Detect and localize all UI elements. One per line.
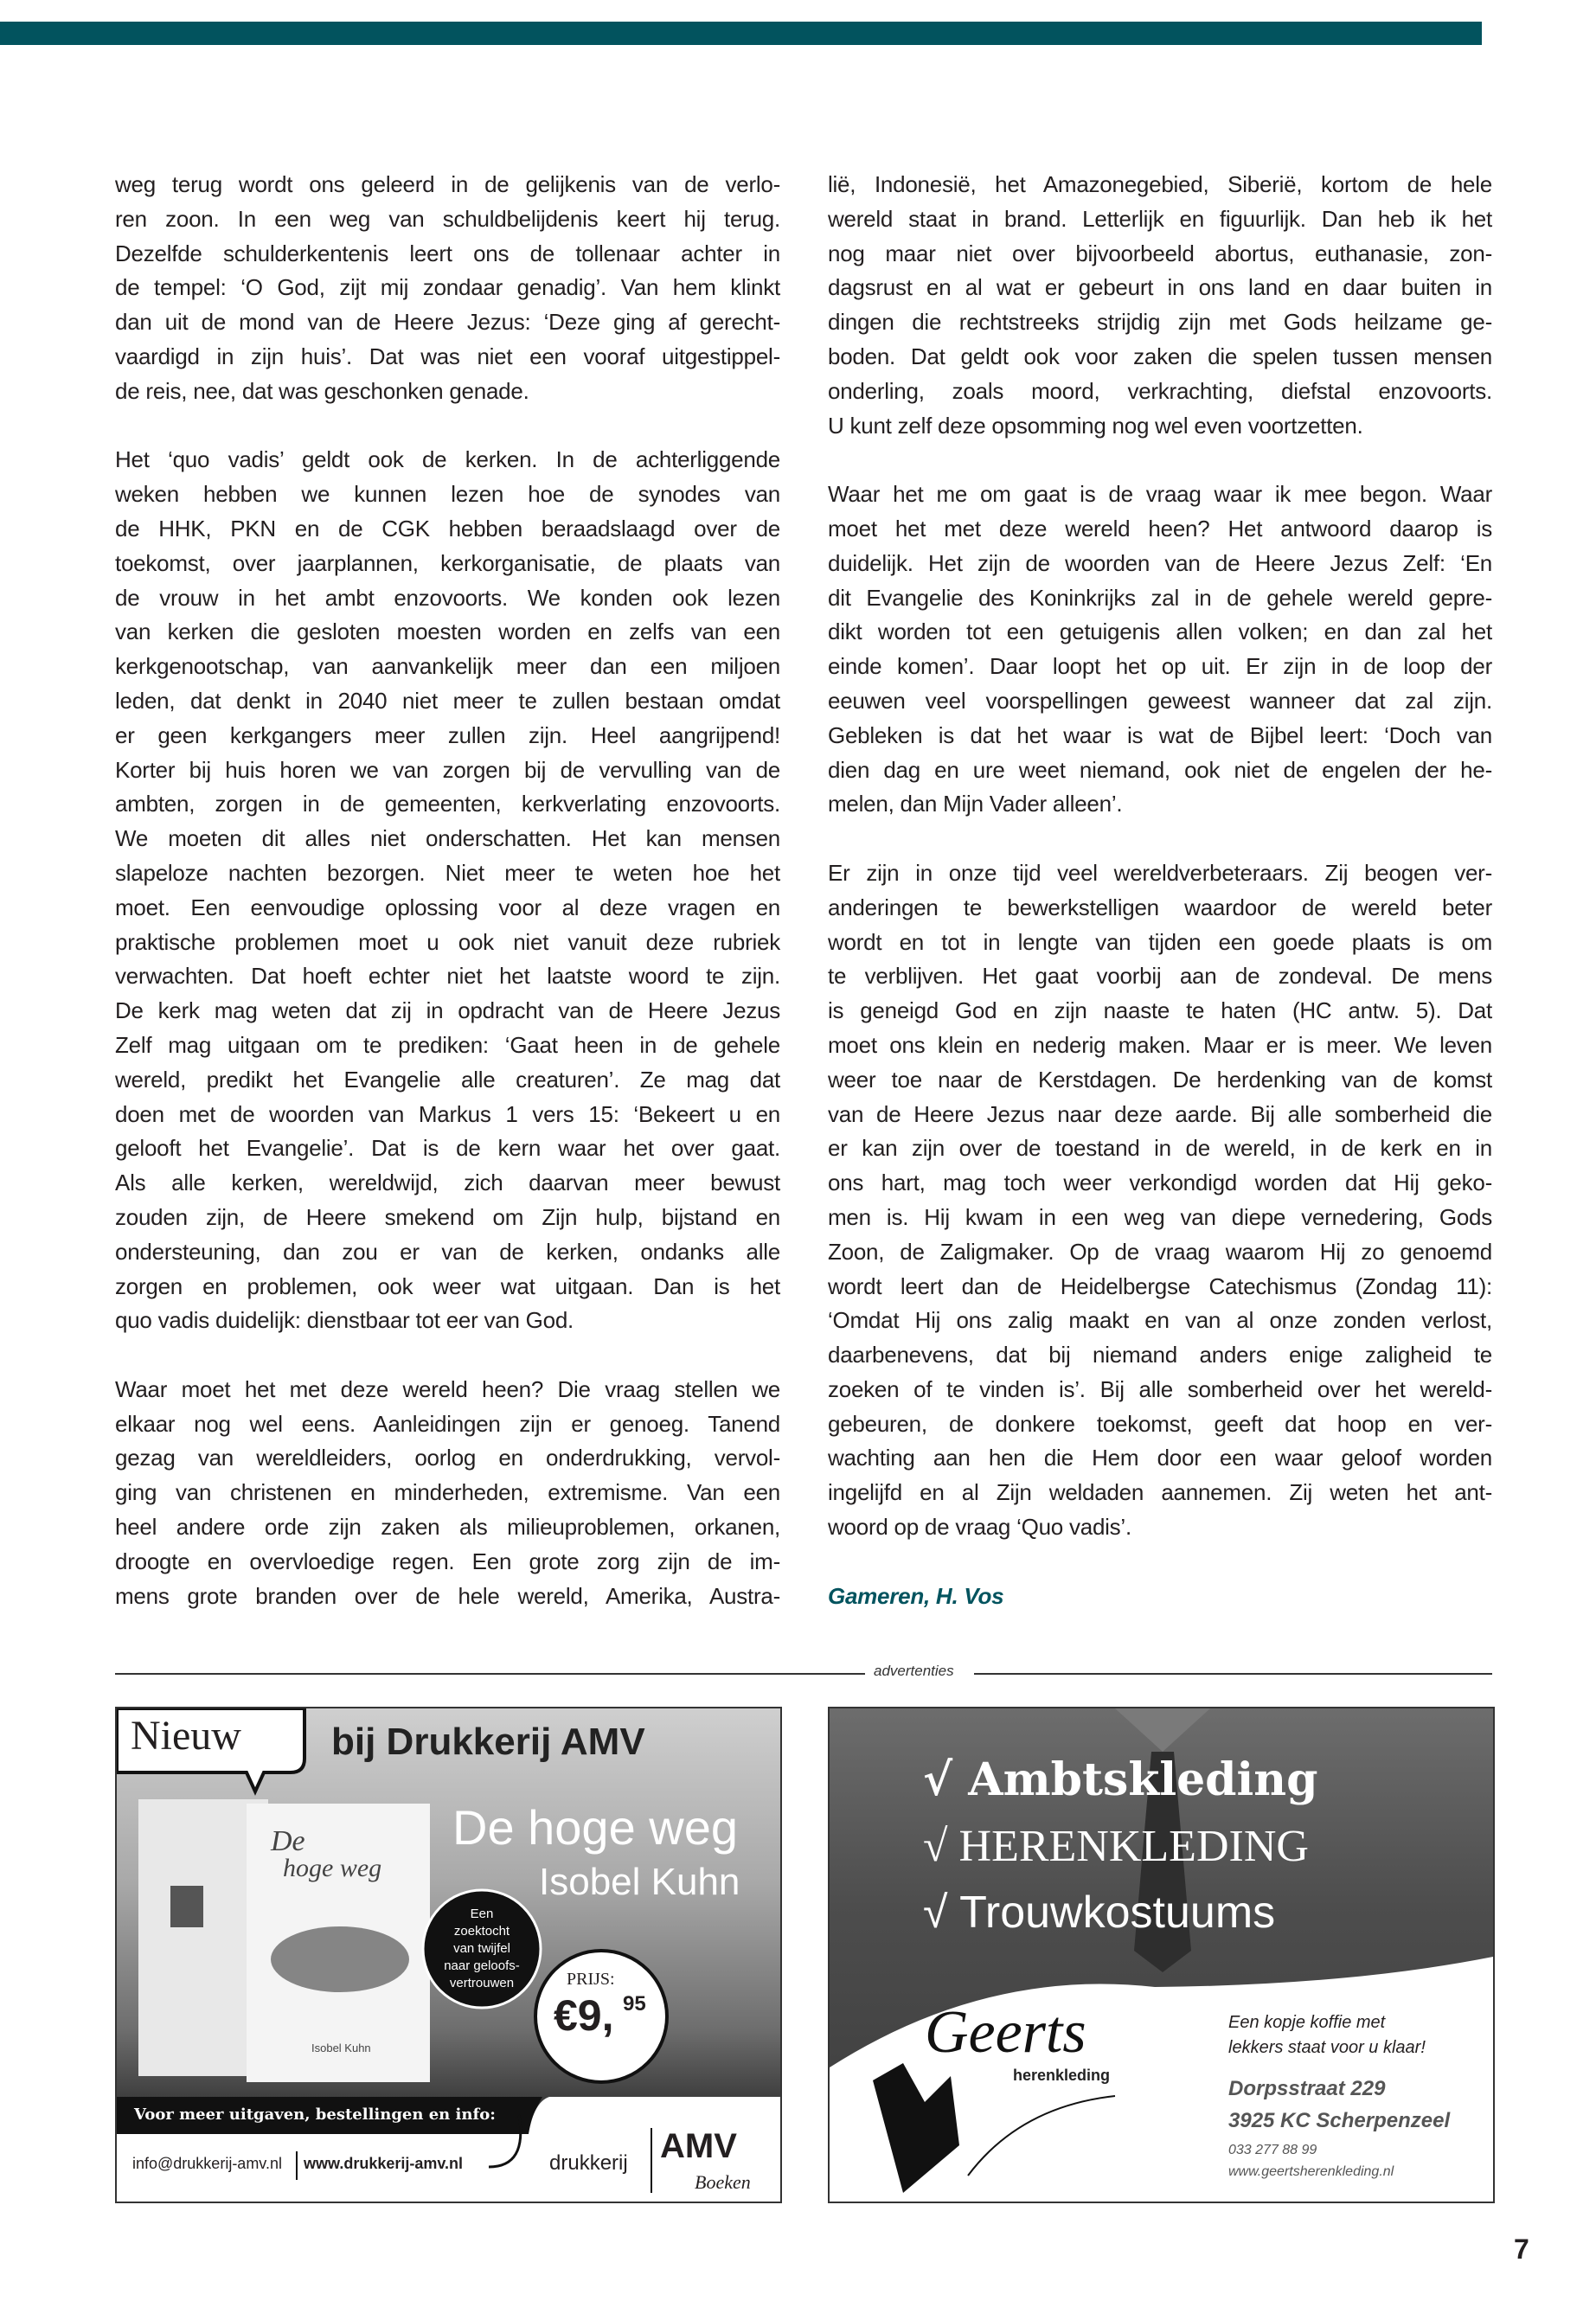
page-number: 7 <box>1514 2234 1529 2265</box>
tagline-2: lekkers staat voor u klaar! <box>1228 2038 1426 2057</box>
website-link[interactable]: www.drukkerij-amv.nl <box>304 2155 464 2172</box>
text-line: Zoon, de Zaligmaker. Op de vraag waarom Hij zo genoemd <box>828 1238 1492 1265</box>
text-line: wereld, predikt het Evangelie alle creaturen’. Ze mag dat <box>115 1066 780 1093</box>
text-line: ingelijfd en al Zijn weldaden aannemen. Zij weten het ant- <box>828 1479 1492 1506</box>
advertisements-label: advertenties <box>874 1663 954 1679</box>
text-line: is geneigd God en zijn naaste te haten (HC antw. 5). Dat <box>828 997 1492 1024</box>
text-line: van de Heere Jezus naar deze aarde. Bij alle somberheid die <box>828 1100 1492 1127</box>
service-item: √ Trouwkostuums <box>923 1888 1276 1938</box>
text-line: dit Evangelie des Koninkrijks zal in de gehele wereld gepre- <box>828 584 1492 611</box>
paragraph <box>115 168 780 409</box>
check-icon: √ <box>923 1888 948 1938</box>
text-line: er kan zijn over de toestand in de wereld, in de kerk en in <box>828 1135 1492 1162</box>
text-line: te verblijven. Het gaat voorbij aan de zondeval. De mens <box>828 963 1492 990</box>
check-icon: √ <box>923 1822 948 1871</box>
text-line: boden. Dat geldt ook voor zaken die spelen tussen mensen <box>828 343 1492 369</box>
text-line: lië, Indonesië, het Amazonegebied, Siberië, kortom de hele <box>828 171 1492 197</box>
text-line: ren zoon. In een weg van schuldbelijdenis keert hij terug. <box>115 205 780 232</box>
check-icon: √ <box>923 1753 953 1806</box>
text-line: van kerken die gesloten moesten worden en zelfs van een <box>115 619 780 645</box>
text-line: praktische problemen moet u ook niet vanuit deze rubriek <box>115 928 780 955</box>
text-line: Waar het me om gaat is de vraag waar ik mee begon. Waar <box>828 481 1492 508</box>
book-title: De hoge weg <box>452 1800 739 1855</box>
text-line: We moeten dit alles niet onderschatten. Het kan mensen <box>115 825 780 852</box>
text-line: ‘Omdat Hij ons zalig maakt en van al onze zonden verlost, <box>828 1307 1492 1334</box>
paragraph-gap <box>828 443 1492 478</box>
tagline <box>430 1906 534 1992</box>
text-line: wereld staat in brand. Letterlijk en figuurlijk. Dan heb ik het <box>828 205 1492 232</box>
paragraph <box>828 168 1492 443</box>
price-label: PRIJS: <box>567 1970 615 1989</box>
text-line: droogte en overvloedige regen. Een grote zorg zijn de im- <box>115 1548 780 1574</box>
info-label: Voor meer uitgaven, bestellingen en info: <box>134 2106 496 2124</box>
divider-rule-left <box>115 1673 865 1675</box>
logo-script: Boeken <box>695 2171 751 2193</box>
text-line: Zelf mag uitgaan om te prediken: ‘Gaat heen in de gehele <box>115 1031 780 1058</box>
text-line: slapeloze nachten bezorgen. Niet meer te weten hoe het <box>115 859 780 886</box>
text-line: ondersteuning, dan zou er van de kerken, ondanks alle <box>115 1238 780 1265</box>
text-line: nog maar niet over bijvoorbeeld abortus, euthanasie, zon- <box>828 240 1492 266</box>
paragraph <box>115 1373 780 1614</box>
text-line: anderingen te bewerkstelligen waardoor de wereld beter <box>828 894 1492 920</box>
text-line: duidelijk. Het zijn de woorden van de Heere Jezus Zelf: ‘En <box>828 549 1492 576</box>
logo-text: drukkerij <box>549 2151 628 2175</box>
phone-number: 033 277 88 99 <box>1228 2143 1317 2157</box>
services-list <box>923 1747 1317 1946</box>
paragraph-gap <box>828 822 1492 856</box>
text-line: vaardigd in zijn huis’. Dat was niet een vooraf uitgestippel- <box>115 343 780 369</box>
text-line: zouden zijn, de Heere smekend om Zijn hulp, bijstand en <box>115 1203 780 1230</box>
ad-amv-headline: bij Drukkerij AMV <box>331 1721 645 1763</box>
text-line: De kerk mag weten dat zij in opdracht van de Heere Jezus <box>115 997 780 1024</box>
price-main: €9, <box>554 1991 614 2040</box>
text-line: verwachten. Dat hoeft echter niet het laatste woord te zijn. <box>115 963 780 990</box>
ad-drukkerij-amv[interactable] <box>115 1707 782 2203</box>
text-line: daarbenevens, dat bij niemand anders enige zaligheid te <box>828 1342 1492 1368</box>
cover-author: Isobel Kuhn <box>311 2041 371 2054</box>
text-line: Er zijn in onze tijd veel wereldverbeteraars. Zij beogen ver- <box>828 859 1492 886</box>
new-badge-text: Nieuw <box>131 1713 241 1759</box>
text-line: leden, dat denkt in 2040 niet meer te zullen bestaan omdat <box>115 687 780 714</box>
service-item: √ Ambtskleding <box>923 1753 1318 1806</box>
text-line: mens grote branden over de hele wereld, Amerika, Austra- <box>115 1582 780 1609</box>
text-line: dien dag en ure weet niemand, ook niet de engelen der he- <box>828 756 1492 783</box>
text-line: ging van christenen en minderheden, extremisme. Van een <box>115 1479 780 1506</box>
paragraph <box>828 856 1492 1545</box>
paragraph-gap <box>828 1545 1492 1580</box>
email-link[interactable]: info@drukkerij-amv.nl <box>132 2155 282 2172</box>
paragraph-gap <box>115 1338 780 1373</box>
author-photo <box>170 1886 203 1927</box>
text-line: de tempel: ‘O God, zijt mij zondaar genadig’. Van hem klinkt <box>115 274 780 301</box>
text-line: dagsrust en al wat er gebeurt in ons land en daar buiten in <box>828 274 1492 301</box>
text-line: ambten, zorgen in de gemeenten, kerkverlating enzovoorts. <box>115 791 780 817</box>
text-line: dikt worden tot een getuigenis allen volken; en dan zal het <box>828 619 1492 645</box>
shirt-collar <box>1115 1708 1210 1752</box>
text-line: eeuwen veel voorspellingen geweest wanneer dat zal zijn. <box>828 687 1492 714</box>
text-line: dingen die rechtstreeks strijdig zijn met Gods heilzame ge- <box>828 309 1492 336</box>
text-line: moet ons klein en nederig maken. Maar er is meer. We leven <box>828 1031 1492 1058</box>
price-cents: 95 <box>623 1992 646 2016</box>
tagline-line: zoektocht <box>453 1924 510 1939</box>
text-line: melen, dan Mijn Vader alleen’. <box>828 791 1123 817</box>
text-line: quo vadis duidelijk: dienstbaar tot eer van God. <box>115 1307 574 1334</box>
text-line: Als alle kerken, wereldwijd, zich daarvan meer bewust <box>115 1170 780 1196</box>
text-line: dan uit de mond van de Heere Jezus: ‘Deze ging af gerecht- <box>115 309 780 336</box>
text-line: wachting aan hen die Hem door een waar geloof worden <box>828 1445 1492 1471</box>
text-line: gezag van wereldleiders, oorlog en onderdrukking, vervol- <box>115 1445 780 1471</box>
city-address: 3925 KC Scherpenzeel <box>1228 2109 1451 2132</box>
book-author: Isobel Kuhn <box>539 1861 740 1903</box>
logo-mark: AMV <box>660 2127 737 2165</box>
tagline-line: van twijfel <box>453 1941 510 1956</box>
advertisements-divider <box>115 1663 1492 1683</box>
text-line: Korter bij huis horen we van zorgen bij de vervulling van de <box>115 756 780 783</box>
text-line: einde komen’. Daar loopt het op uit. Er zijn in de loop der <box>828 653 1492 680</box>
text-line: Het ‘quo vadis’ geldt ook de kerken. In de achterliggende <box>115 446 780 473</box>
text-line: elkaar nog wel eens. Aanleidingen zijn er genoeg. Tanend <box>115 1410 780 1437</box>
text-line: de reis, nee, dat was geschonken genade. <box>115 377 529 404</box>
text-line: woord op de vraag ‘Quo vadis’. <box>828 1514 1131 1541</box>
service-item: √ HERENKLEDING <box>923 1822 1309 1871</box>
paragraph <box>115 443 780 1338</box>
text-line: wordt en tot in lengte van tijden een goede plaats is om <box>828 928 1492 955</box>
text-line: weer toe naar de Kerstdagen. De herdenking van de komst <box>828 1066 1492 1093</box>
paragraph-gap <box>115 409 780 444</box>
header-accent-bar <box>0 22 1482 45</box>
article-column-right <box>828 168 1492 1613</box>
paragraph <box>828 478 1492 822</box>
tagline-1: Een kopje koffie met <box>1228 2013 1386 2032</box>
tagline-line: Een <box>470 1907 494 1921</box>
text-line: toekomst, over jaarplannen, kerkorganisatie, de plaats van <box>115 549 780 576</box>
text-line: de vrouw in het ambt enzovoorts. We konden ook lezen <box>115 584 780 611</box>
street-address: Dorpsstraat 229 <box>1228 2077 1386 2100</box>
brand-subtitle: herenkleding <box>1013 2067 1111 2084</box>
article-column-left <box>115 168 780 1613</box>
text-line: moet het met deze wereld heen? Het antwoord daarop is <box>828 515 1492 542</box>
text-line: Waar moet het met deze wereld heen? Die vraag stellen we <box>115 1375 780 1402</box>
text-line: Gebleken is dat het waar is wat de Bijbel leert: ‘Doch van <box>828 721 1492 748</box>
text-line: zoeken of te vinden is’. Bij alle somberheid over het wereld- <box>828 1375 1492 1402</box>
tagline-line: naar geloofs- <box>444 1958 520 1973</box>
text-line: wordt leert dan de Heidelbergse Catechismus (Zondag 11): <box>828 1272 1492 1299</box>
cover-title-2: hoge weg <box>283 1854 382 1882</box>
text-line: kerkgenootschap, van aanvankelijk meer dan een miljoen <box>115 653 780 680</box>
text-line: heel andere orde zijn zaken als milieuproblemen, orkanen, <box>115 1514 780 1541</box>
text-line: zorgen en problemen, ook weer wat uitgaan. Dan is het <box>115 1272 780 1299</box>
author-signature: Gameren, H. Vos <box>828 1582 1004 1609</box>
text-line: men is. Hij kwam in een weg van diepe vernedering, Gods <box>828 1203 1492 1230</box>
text-line: weg terug wordt ons geleerd in de gelijkenis van de verlo- <box>115 171 780 197</box>
text-line: moet. Een eenvoudige oplossing voor al deze vragen en <box>115 894 780 920</box>
text-line: ons hart, mag toch weer verkondigd worden dat Hij geko- <box>828 1170 1492 1196</box>
text-line: gebeuren, de donkere toekomst, geeft dat hoop en ver- <box>828 1410 1492 1437</box>
text-line: de HHK, PKN en de CGK hebben beraadslaagd over de <box>115 515 780 542</box>
ad-geerts-herenkleding[interactable] <box>828 1707 1495 2203</box>
text-line: U kunt zelf deze opsomming nog wel even voortzetten. <box>828 412 1363 439</box>
tagline-line: vertrouwen <box>449 1976 515 1990</box>
text-line: doen met de woorden van Markus 1 vers 15: ‘Bekeert u en <box>115 1100 780 1127</box>
text-line: er geen kerkgangers meer zullen zijn. Heel aangrijpend! <box>115 721 780 748</box>
geerts-website-link[interactable]: www.geertsherenkleding.nl <box>1228 2164 1394 2179</box>
divider-rule-right <box>974 1673 1492 1675</box>
text-line: Dezelfde schulderkentenis leert ons de tollenaar achter in <box>115 240 780 266</box>
text-line: gelooft het Evangelie’. Dat is de kern waar het over gaat. <box>115 1135 780 1162</box>
cover-title-1: De <box>271 1825 305 1857</box>
brand-name: Geerts <box>925 1999 1086 2066</box>
text-line: weken hebben we kunnen lezen hoe de synodes van <box>115 481 780 508</box>
text-line: onderling, zoals moord, verkrachting, diefstal enzovoorts. <box>828 377 1492 404</box>
world-map-icon <box>271 1926 409 1992</box>
